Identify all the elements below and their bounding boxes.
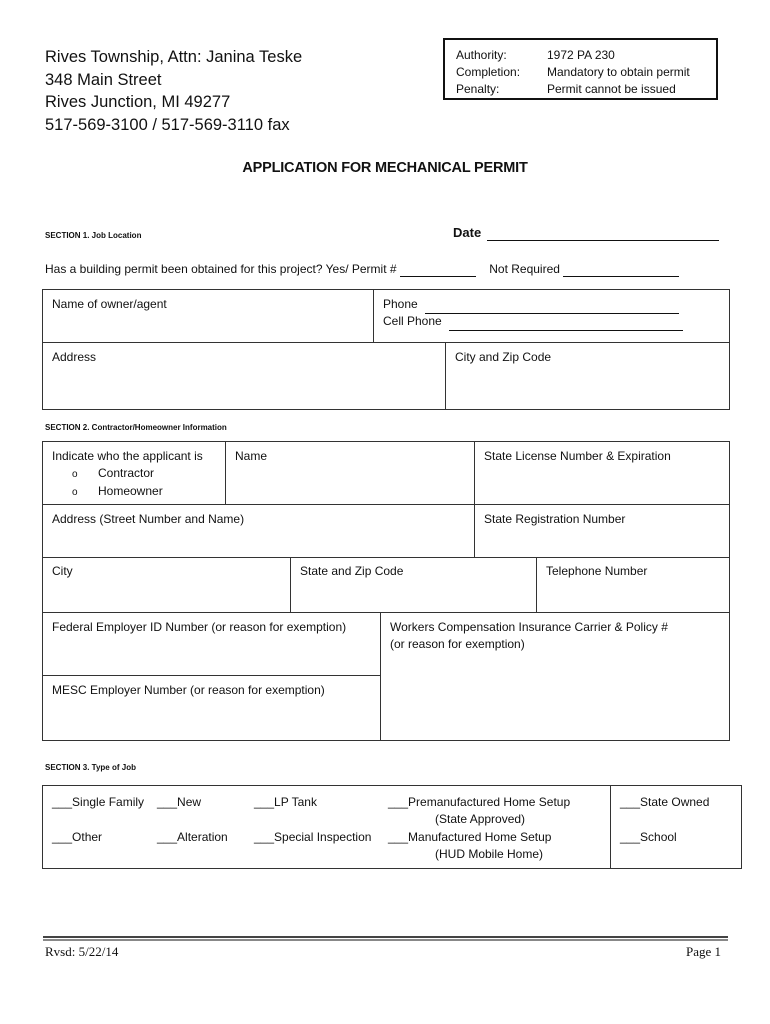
license-label: State License Number & Expiration xyxy=(484,449,671,463)
address-line-2: 348 Main Street xyxy=(45,70,162,89)
completion-key: Completion: xyxy=(456,65,521,79)
blank-line[interactable]: ___ xyxy=(157,795,178,809)
contractor-label: Contractor xyxy=(98,466,155,480)
workers-comp-label xyxy=(390,619,668,653)
homeowner-label: Homeowner xyxy=(98,484,163,498)
special-inspection-label: Special Inspection xyxy=(274,830,372,844)
workers-comp-line1: Workers Compensation Insurance Carrier & Policy # xyxy=(390,620,668,634)
alteration-label: Alteration xyxy=(177,830,228,844)
workers-comp-line2: (or reason for exemption) xyxy=(390,637,525,651)
job-type-table xyxy=(42,785,742,869)
contractor-name-label: Name xyxy=(235,449,268,463)
new-label: New xyxy=(177,795,202,809)
permit-question-text: Has a building permit been obtained for this project? Yes/ Permit # xyxy=(45,262,397,276)
divider xyxy=(43,557,729,558)
penalty-key: Penalty: xyxy=(456,82,500,96)
blank-line[interactable]: ___ xyxy=(388,830,409,844)
state-zip-label: State and Zip Code xyxy=(300,564,404,578)
phone-field[interactable] xyxy=(383,296,679,314)
contractor-table xyxy=(42,441,730,741)
address-line-3: Rives Junction, MI 49277 xyxy=(45,93,231,111)
authority-key: Authority: xyxy=(456,48,507,62)
owner-agent-label: Name of owner/agent xyxy=(52,297,167,311)
phone-label: Phone xyxy=(383,297,418,311)
address-line-1: Rives Township, Attn: Janina Teske xyxy=(45,48,303,66)
job-address-label: Address xyxy=(52,350,97,364)
manufactured-label: Manufactured Home Setup xyxy=(408,830,552,844)
penalty-value: Permit cannot be issued xyxy=(547,82,676,96)
blank-line[interactable]: ___ xyxy=(620,795,641,809)
blank-line[interactable]: ___ xyxy=(254,830,275,844)
authority-value: 1972 PA 230 xyxy=(547,48,615,62)
township-address xyxy=(45,46,302,136)
manufactured-option[interactable] xyxy=(388,829,551,846)
indicate-label: Indicate who the applicant is xyxy=(52,449,203,463)
building-permit-question xyxy=(45,262,679,277)
other-option[interactable] xyxy=(52,829,102,846)
telephone-label: Telephone Number xyxy=(546,564,648,578)
permit-number-line[interactable] xyxy=(400,262,476,277)
divider xyxy=(474,442,475,557)
blank-line[interactable]: ___ xyxy=(157,830,178,844)
special-inspection-option[interactable] xyxy=(254,829,371,846)
date-label: Date xyxy=(453,225,482,240)
contractor-address-label: Address (Street Number and Name) xyxy=(52,512,245,526)
completion-value: Mandatory to obtain permit xyxy=(547,65,690,79)
blank-line[interactable]: ___ xyxy=(52,795,73,809)
blank-line[interactable]: ___ xyxy=(388,795,409,809)
cell-phone-line[interactable] xyxy=(449,313,683,331)
mesc-label: MESC Employer Number (or reason for exemption) xyxy=(52,683,325,697)
phone-line[interactable] xyxy=(425,296,679,314)
lp-tank-label: LP Tank xyxy=(274,795,317,809)
divider xyxy=(43,342,729,343)
school-option[interactable] xyxy=(620,829,677,846)
divider xyxy=(225,442,226,504)
alteration-option[interactable] xyxy=(157,829,228,846)
not-required-line[interactable] xyxy=(563,262,679,277)
divider xyxy=(43,675,380,676)
divider xyxy=(610,786,611,868)
revised-date: Rvsd: 5/22/14 xyxy=(45,944,119,959)
divider xyxy=(536,557,537,612)
job-location-table xyxy=(42,289,730,410)
divider xyxy=(373,290,374,342)
fein-label: Federal Employer ID Number (or reason for exemption) xyxy=(52,620,347,634)
radio-marker[interactable]: o xyxy=(72,487,78,498)
state-owned-option[interactable] xyxy=(620,794,709,811)
section1-heading: SECTION 1. Job Location xyxy=(45,231,142,240)
state-approved-note: (State Approved) xyxy=(435,812,526,826)
page-title: APPLICATION FOR MECHANICAL PERMIT xyxy=(242,160,528,176)
lp-tank-option[interactable] xyxy=(254,794,317,811)
divider xyxy=(445,342,446,410)
cell-phone-field[interactable] xyxy=(383,313,683,331)
section2-heading: SECTION 2. Contractor/Homeowner Information xyxy=(45,423,227,432)
city-label: City xyxy=(52,564,73,578)
authority-box xyxy=(443,38,718,100)
registration-label: State Registration Number xyxy=(484,512,626,526)
not-required-label: Not Required xyxy=(489,262,560,276)
premanufactured-label: Premanufactured Home Setup xyxy=(408,795,571,809)
date-input-line[interactable] xyxy=(487,225,719,241)
applicant-type-group xyxy=(52,448,203,501)
footer-rule xyxy=(43,936,728,941)
address-line-4: 517-569-3100 / 517-569-3110 fax xyxy=(45,115,290,134)
other-label: Other xyxy=(72,830,103,844)
divider xyxy=(290,557,291,612)
school-label: School xyxy=(640,830,677,844)
section3-heading: SECTION 3. Type of Job xyxy=(45,763,136,772)
blank-line[interactable]: ___ xyxy=(620,830,641,844)
blank-line[interactable]: ___ xyxy=(52,830,73,844)
single-family-option[interactable] xyxy=(52,794,144,811)
divider xyxy=(43,504,729,505)
date-field[interactable] xyxy=(453,225,719,241)
radio-marker[interactable]: o xyxy=(72,469,78,480)
single-family-label: Single Family xyxy=(72,795,145,809)
hud-mobile-note: (HUD Mobile Home) xyxy=(435,847,544,861)
homeowner-option[interactable] xyxy=(52,483,203,501)
blank-line[interactable]: ___ xyxy=(254,795,275,809)
city-zip-label: City and Zip Code xyxy=(455,350,552,364)
state-owned-label: State Owned xyxy=(640,795,710,809)
divider xyxy=(380,612,381,740)
cell-phone-label: Cell Phone xyxy=(383,314,442,328)
premanufactured-option[interactable] xyxy=(388,794,570,811)
divider xyxy=(43,612,729,613)
new-option[interactable] xyxy=(157,794,201,811)
page-number: Page 1 xyxy=(686,944,722,959)
contractor-option[interactable] xyxy=(52,465,203,483)
